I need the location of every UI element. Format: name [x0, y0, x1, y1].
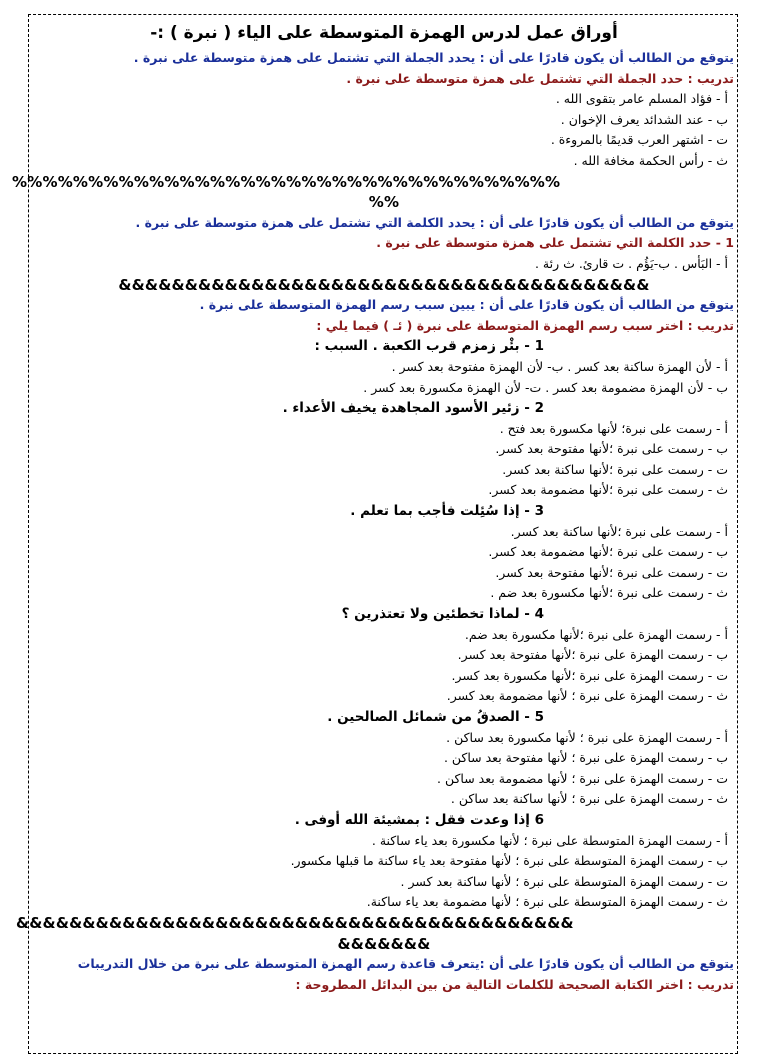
q5-option: ث - رسمت الهمزة على نبرة ؛ لأنها ساكنة بعد ساكن . [450, 791, 728, 807]
exercise-1: تدريب : حدد الجملة التي تشتمل على همزة متوسطة على نبرة . [346, 70, 734, 86]
question-4: 4 - لماذا تخطئين ولا تعتذرين ؟ [341, 606, 544, 623]
q5-option: ب - رسمت الهمزة على نبرة ؛ لأنها مفتوحة بعد ساكن . [443, 750, 728, 766]
worksheet [12, 18, 734, 995]
q6-option: ت - رسمت الهمزة المتوسطة على نبرة ؛ لأنها ساكنة بعد كسر . [400, 873, 728, 889]
q2-option: ث - رسمت على نبرة ؛لأنها مضمومة بعد كسر. [488, 482, 728, 498]
question-2: 2 - زئير الأسود المجاهدة يخيف الأعداء . [282, 400, 544, 417]
exercise-3: تدريب : اختر سبب رسم الهمزة المتوسطة على نبرة ( ئـ ) فيما يلي : [316, 317, 734, 333]
page-title: أوراق عمل لدرس الهمزة المتوسطة على الياء ( نبرة ) :- [150, 23, 618, 43]
separator-amp-2: &&&&&&&&&&&&&&&&&&&&&&&&&&&&&&&&&&&&&&&&&& [16, 913, 574, 932]
separator-percent-tail: %% [368, 193, 400, 212]
q4-option: ت - رسمت الهمزة على نبرة ؛لأنها مكسورة بعد كسر. [451, 667, 728, 683]
exercise-2: 1 - حدد الكلمة التي تشتمل على همزة متوسطة على نبرة . [376, 235, 734, 251]
objective-3: يتوقع من الطالب أن يكون قادرًا على أن : يبين سبب رسم الهمزة المتوسطة على نبرة . [199, 297, 734, 313]
q6-option: ب - رسمت الهمزة المتوسطة على نبرة ؛ لأنها مفتوحة بعد ياء ساكنة ما قبلها مكسور. [290, 853, 728, 869]
separator-amp-2-tail: &&&&&&& [337, 934, 431, 953]
objective-1: يتوقع من الطالب أن يكون قادرًا على أن : يحدد الجملة التي تشتمل على همزة متوسطة على نبرة . [133, 50, 734, 65]
q2-option: أ - رسمت على نبرة؛ لأنها مكسورة بعد فتح . [499, 420, 728, 436]
q2-option: ت - رسمت على نبرة ؛لأنها ساكنة بعد كسر. [502, 461, 728, 477]
s1-item-b: ب - عند الشدائد يعرف الإخوان . [560, 111, 728, 127]
q2-option: ب - رسمت على نبرة ؛لأنها مفتوحة بعد كسر. [495, 441, 728, 457]
q3-option: ب - رسمت على نبرة ؛لأنها مضمومة بعد كسر. [488, 544, 728, 560]
q3-option: أ - رسمت على نبرة ؛لأنها ساكنة بعد كسر. [510, 523, 728, 539]
question-6: 6 إذا وعدت فقل : بمشيئة الله أوفى . [294, 811, 544, 828]
separator-amp-1: &&&&&&&&&&&&&&&&&&&&&&&&&&&&&&&&&&&&&&&& [118, 275, 650, 294]
q6-option: ث - رسمت الهمزة المتوسطة على نبرة ؛ لأنها مضمومة بعد ياء ساكنة. [366, 894, 728, 910]
q3-option: ت - رسمت على نبرة ؛لأنها مفتوحة بعد كسر. [495, 564, 728, 580]
q1-option: ب - لأن الهمزة مضمومة بعد كسر . ت- لأن الهمزة مكسورة بعد كسر . [363, 379, 728, 395]
q6-option: أ - رسمت الهمزة المتوسطة على نبرة ؛ لأنها مكسورة بعد ياء ساكنة . [371, 832, 728, 848]
q5-option: أ - رسمت الهمزة على نبرة ؛ لأنها مكسورة بعد ساكن . [446, 729, 728, 745]
q4-option: ث - رسمت الهمزة على نبرة ؛ لأنها مضمومة بعد كسر. [446, 688, 728, 704]
q5-option: ت - رسمت الهمزة على نبرة ؛ لأنها مضمومة بعد ساكن . [437, 770, 728, 786]
question-1: 1 - بئْر زمزم قرب الكعبة . السبب : [314, 338, 544, 355]
q3-option: ث - رسمت على نبرة ؛لأنها مكسورة بعد ضم . [490, 585, 728, 601]
objective-2: يتوقع من الطالب أن يكون قادرًا على أن : يحدد الكلمة التي تشتمل على همزة متوسطة على نبرة . [135, 214, 734, 230]
exercise-4: تدريب : اختر الكتابة الصحيحة للكلمات التالية من بين البدائل المطروحة : [295, 976, 734, 992]
q4-option: ب - رسمت الهمزة على نبرة ؛لأنها مفتوحة بعد كسر. [457, 647, 728, 663]
q1-option: أ - لأن الهمزة ساكنة بعد كسر . ب- لأن الهمزة مفتوحة بعد كسر . [391, 358, 728, 374]
s1-item-th: ث - رأس الحكمة مخافة الله . [573, 152, 728, 168]
question-3: 3 - إذا سُئِلت فأجب بما تعلم . [350, 503, 544, 520]
question-5: 5 - الصدقُ من شمائل الصالحين . [327, 709, 544, 725]
q4-option: أ - رسمت الهمزة على نبرة ؛لأنها مكسورة بعد ضم. [464, 626, 728, 642]
objective-4: يتوقع من الطالب أن يكون قادرًا على أن :يتعرف قاعدة رسم الهمزة المتوسطة على نبرة من خلال التدريبات [77, 956, 734, 972]
s1-item-t: ت - اشتهر العرب قديمًا بالمروءة . [550, 132, 728, 148]
s1-item-a: أ - فؤاد المسلم عامر بتقوى الله . [555, 91, 728, 107]
separator-percent: %%%%%%%%%%%%%%%%%%%%%%%%%%%%%%%%%%%% [12, 172, 561, 191]
s2-options: أ - البَأس . ب-يَؤُم . ت قارئ. ث رئة . [534, 255, 728, 271]
